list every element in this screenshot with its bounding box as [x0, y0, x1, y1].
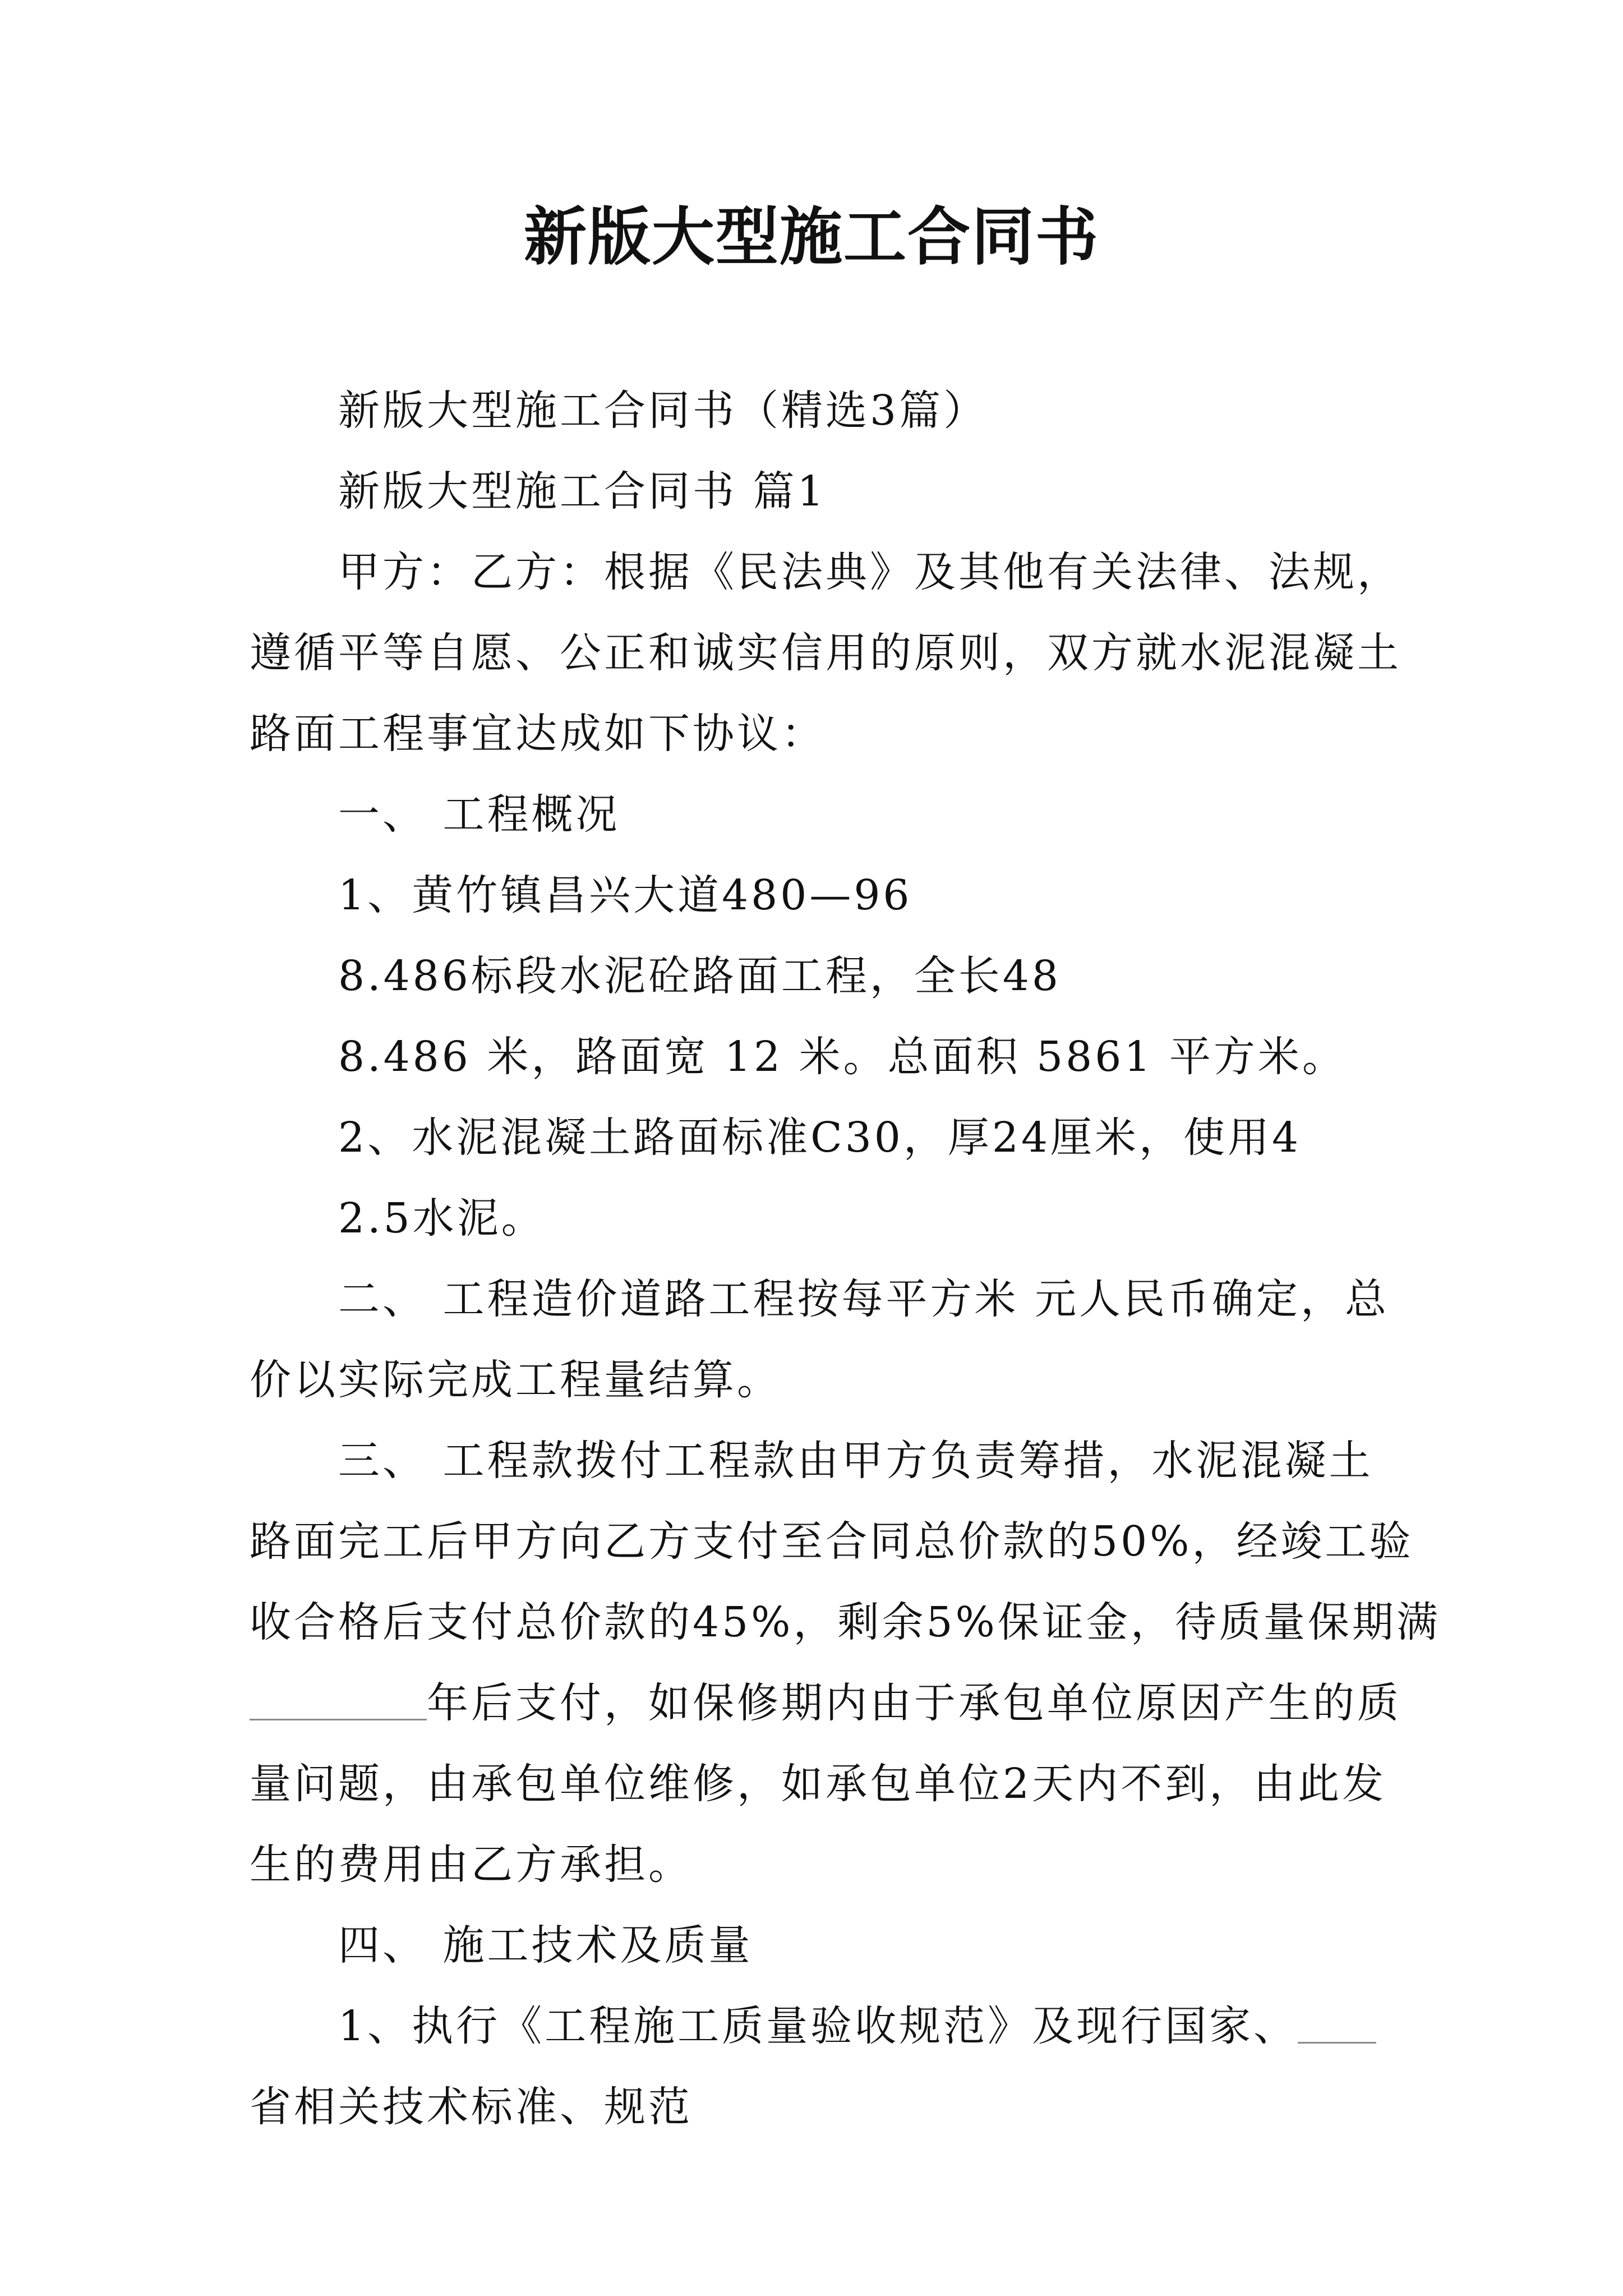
document-title: 新版大型施工合同书 — [524, 200, 1099, 274]
paragraph-line: 路面工程事宜达成如下协议： — [250, 710, 826, 758]
section-heading-line: 新版大型施工合同书 篇1 — [338, 467, 827, 516]
paragraph-line: 路面完工后甲方向乙方支付至合同总价款的50%，经竣工验 — [250, 1517, 1414, 1566]
paragraph-line: 8.486标段水泥砼路面工程，全长48 — [338, 952, 1062, 1000]
paragraph-line: 2、水泥混凝土路面标准C30，厚24厘米，使用4 — [338, 1114, 1302, 1162]
paragraph-line-text: 1、执行《工程施工质量验收规范》及现行国家、 — [338, 2002, 1298, 2050]
clause-heading-line: 二、 工程造价道路工程按每平方米 元人民币确定，总 — [338, 1275, 1390, 1323]
paragraph-line: 8.486 米，路面宽 12 米。总面积 5861 平方米。 — [338, 1033, 1347, 1081]
paragraph-line: 量问题，由承包单位维修，如承包单位2天内不到，由此发 — [250, 1760, 1387, 1808]
paragraph-line: 价以实际完成工程量结算。 — [250, 1356, 781, 1404]
document-body — [250, 370, 1441, 2147]
fill-in-blank — [250, 1669, 427, 1720]
paragraph-line: 省相关技术标准、规范 — [250, 2083, 693, 2131]
paragraph-line-with-blank — [250, 1986, 1382, 2067]
paragraph-line-with-blank — [250, 1663, 1401, 1743]
paragraph-line: 2.5水泥。 — [338, 1194, 546, 1243]
fill-in-blank — [1298, 1993, 1376, 2044]
clause-heading-line: 四、 施工技术及质量 — [338, 1921, 753, 1970]
paragraph-line: 遵循平等自愿、公正和诚实信用的原则，双方就水泥混凝土 — [250, 629, 1401, 677]
subtitle-line: 新版大型施工合同书（精选3篇） — [338, 386, 988, 435]
clause-heading-line: 三、 工程款拨付工程款由甲方负责筹措，水泥混凝土 — [338, 1437, 1373, 1485]
paragraph-line: 生的费用由乙方承担。 — [250, 1841, 693, 1889]
paragraph-line: 1、黄竹镇昌兴大道480—96 — [338, 871, 912, 919]
clause-heading-line: 一、 工程概况 — [338, 790, 620, 839]
paragraph-line: 收合格后支付总价款的45%，剩余5%保证金，待质量保期满 — [250, 1598, 1441, 1646]
paragraph-line: 甲方：乙方：根据《民法典》及其他有关法律、法规， — [338, 548, 1401, 596]
paragraph-line-text: 年后支付，如保修期内由于承包单位原因产生的质 — [427, 1679, 1401, 1727]
